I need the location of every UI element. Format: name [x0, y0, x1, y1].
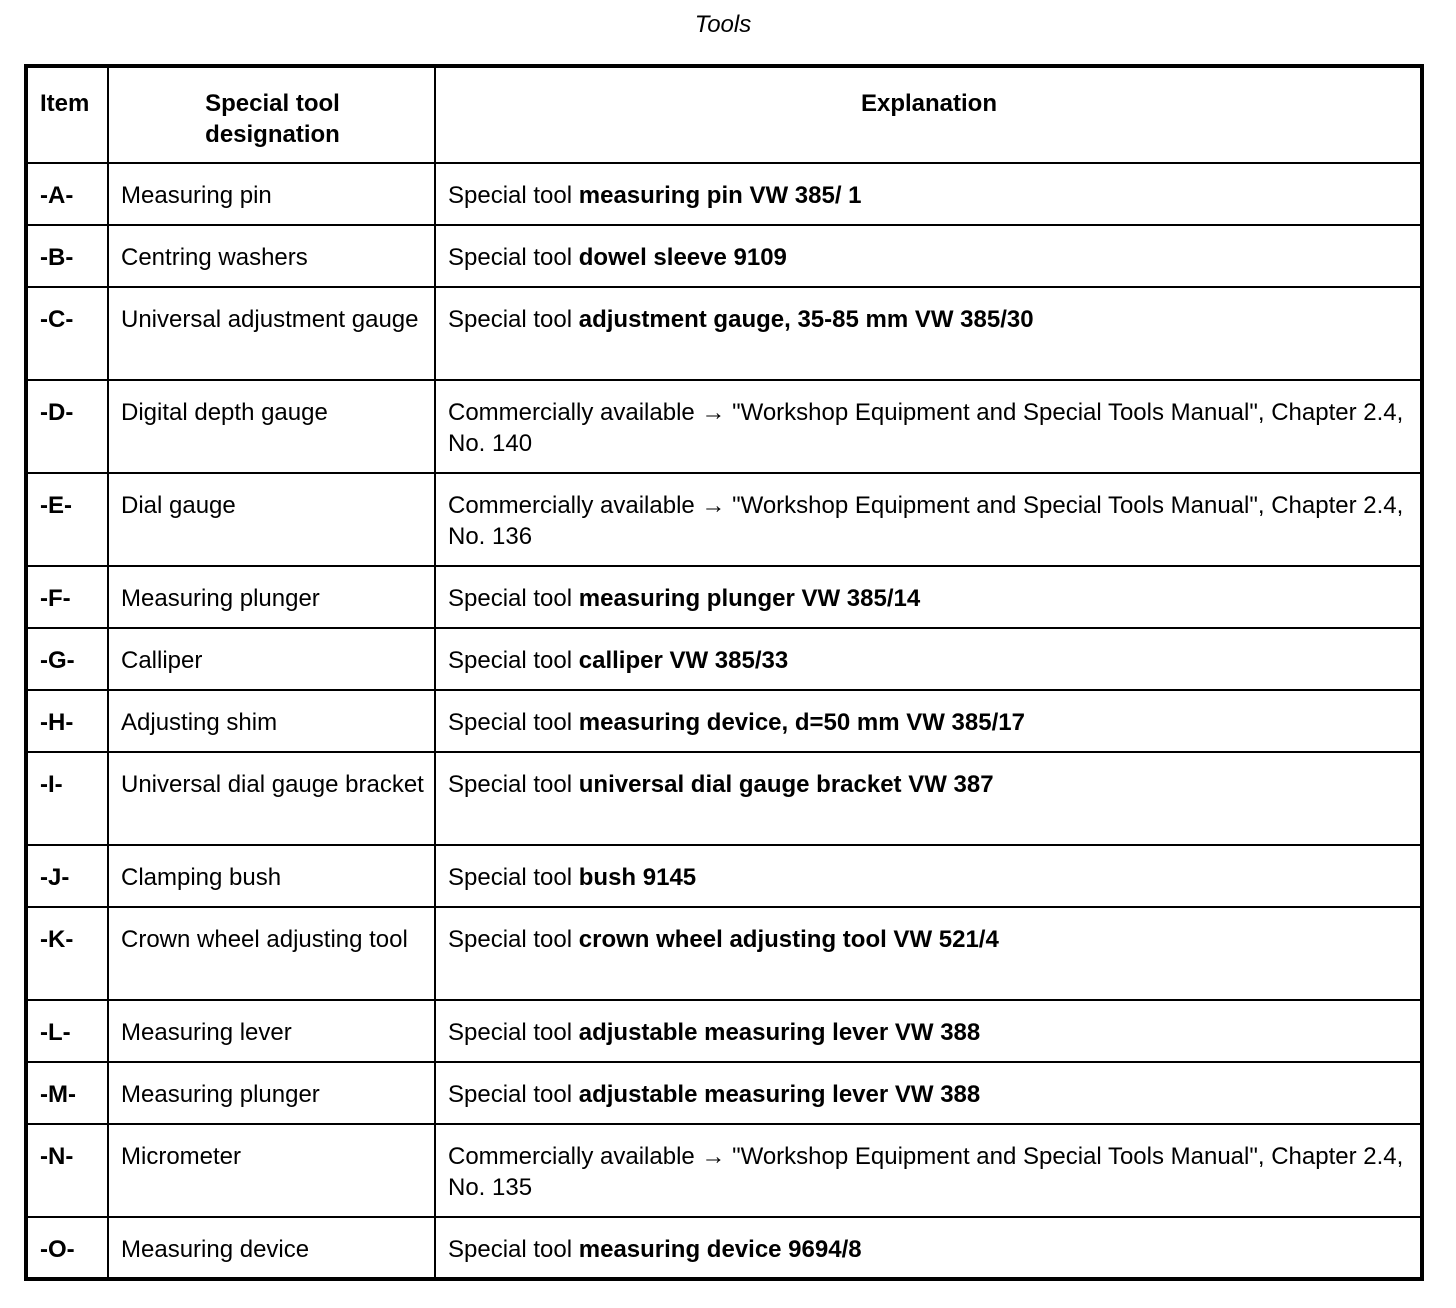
explanation-cell	[435, 287, 1422, 380]
designation-cell: Digital depth gauge	[108, 380, 435, 473]
table-row	[26, 690, 1422, 752]
explanation-cell	[435, 473, 1422, 566]
item-cell: -H-	[26, 690, 108, 752]
item-cell: -N-	[26, 1124, 108, 1217]
item-cell: -F-	[26, 566, 108, 628]
tool-name-bold: measuring pin VW 385/ 1	[578, 182, 862, 209]
explanation-text: Commercially available → "Workshop Equipment and Special Tools Manual", Chapter 2.4, No. 135	[448, 1143, 1410, 1201]
tool-name-bold: measuring device, d=50 mm VW 385/17	[578, 709, 1025, 736]
table-caption: Tools	[694, 11, 752, 38]
explanation-text: Special tool	[448, 585, 579, 612]
item-cell: -O-	[26, 1217, 108, 1279]
explanation-cell	[435, 752, 1422, 845]
explanation-text: Special tool	[448, 647, 579, 674]
designation-cell: Measuring plunger	[108, 566, 435, 628]
tool-name-bold: bush 9145	[578, 864, 697, 891]
table-row	[26, 1062, 1422, 1124]
table-row	[26, 1000, 1422, 1062]
table-row	[26, 225, 1422, 287]
tool-name-bold: measuring device 9694/8	[578, 1236, 862, 1263]
designation-cell: Clamping bush	[108, 845, 435, 907]
explanation-cell	[435, 907, 1422, 1000]
explanation-text: Special tool	[448, 244, 579, 271]
explanation-cell	[435, 690, 1422, 752]
explanation-text: Special tool	[448, 771, 579, 798]
item-cell: -E-	[26, 473, 108, 566]
explanation-text: Commercially available → "Workshop Equipment and Special Tools Manual", Chapter 2.4, No. 140	[448, 399, 1410, 457]
designation-cell: Dial gauge	[108, 473, 435, 566]
explanation-cell	[435, 380, 1422, 473]
item-cell: -C-	[26, 287, 108, 380]
item-cell: -K-	[26, 907, 108, 1000]
table-body	[26, 163, 1422, 1279]
item-cell: -M-	[26, 1062, 108, 1124]
explanation-cell	[435, 845, 1422, 907]
item-cell: -G-	[26, 628, 108, 690]
item-cell: -D-	[26, 380, 108, 473]
explanation-text: Special tool	[448, 709, 579, 736]
item-cell: -A-	[26, 163, 108, 225]
designation-cell: Centring washers	[108, 225, 435, 287]
table-row	[26, 1217, 1422, 1279]
table-row	[26, 752, 1422, 845]
designation-cell: Measuring lever	[108, 1000, 435, 1062]
designation-cell: Micrometer	[108, 1124, 435, 1217]
explanation-text: Special tool	[448, 926, 579, 953]
explanation-text: Special tool	[448, 1019, 579, 1046]
table-row	[26, 566, 1422, 628]
table-row	[26, 163, 1422, 225]
explanation-text: Special tool	[448, 864, 579, 891]
tool-name-bold: adjustable measuring lever VW 388	[578, 1081, 981, 1108]
tool-name-bold: crown wheel adjusting tool VW 521/4	[578, 926, 999, 953]
explanation-cell	[435, 163, 1422, 225]
item-cell: -I-	[26, 752, 108, 845]
designation-cell: Adjusting shim	[108, 690, 435, 752]
designation-cell: Universal dial gauge bracket	[108, 752, 435, 845]
designation-cell: Measuring device	[108, 1217, 435, 1279]
table-row	[26, 1124, 1422, 1217]
tool-name-bold: dowel sleeve 9109	[578, 244, 787, 271]
explanation-text: Special tool	[448, 1081, 579, 1108]
designation-cell: Measuring plunger	[108, 1062, 435, 1124]
tool-name-bold: universal dial gauge bracket VW 387	[578, 771, 994, 798]
header-designation-line2: designation	[205, 121, 340, 148]
table-row	[26, 628, 1422, 690]
table-row	[26, 845, 1422, 907]
table-row	[26, 907, 1422, 1000]
item-cell: -B-	[26, 225, 108, 287]
explanation-cell	[435, 1124, 1422, 1217]
designation-cell: Universal adjustment gauge	[108, 287, 435, 380]
tool-name-bold: adjustment gauge, 35-85 mm VW 385/30	[578, 306, 1034, 333]
tool-name-bold: measuring plunger VW 385/14	[578, 585, 921, 612]
header-item: Item	[26, 66, 108, 163]
explanation-text: Special tool	[448, 182, 579, 209]
designation-cell: Crown wheel adjusting tool	[108, 907, 435, 1000]
explanation-cell	[435, 225, 1422, 287]
header-designation-line1: Special tool	[205, 90, 340, 117]
designation-cell: Calliper	[108, 628, 435, 690]
explanation-text: Special tool	[448, 306, 579, 333]
designation-cell: Measuring pin	[108, 163, 435, 225]
item-cell: -J-	[26, 845, 108, 907]
table-header-row	[26, 66, 1422, 163]
table-row	[26, 287, 1422, 380]
explanation-cell	[435, 1000, 1422, 1062]
tool-name-bold: adjustable measuring lever VW 388	[578, 1019, 981, 1046]
explanation-cell	[435, 1062, 1422, 1124]
explanation-text: Commercially available → "Workshop Equipment and Special Tools Manual", Chapter 2.4, No. 136	[448, 492, 1410, 550]
explanation-text: Special tool	[448, 1236, 579, 1263]
header-designation	[108, 66, 435, 163]
explanation-cell	[435, 1217, 1422, 1279]
item-cell: -L-	[26, 1000, 108, 1062]
table-row	[26, 473, 1422, 566]
explanation-cell	[435, 628, 1422, 690]
explanation-cell	[435, 566, 1422, 628]
tools-table	[24, 64, 1424, 1281]
tool-name-bold: calliper VW 385/33	[578, 647, 789, 674]
header-explanation: Explanation	[435, 66, 1422, 163]
table-row	[26, 380, 1422, 473]
